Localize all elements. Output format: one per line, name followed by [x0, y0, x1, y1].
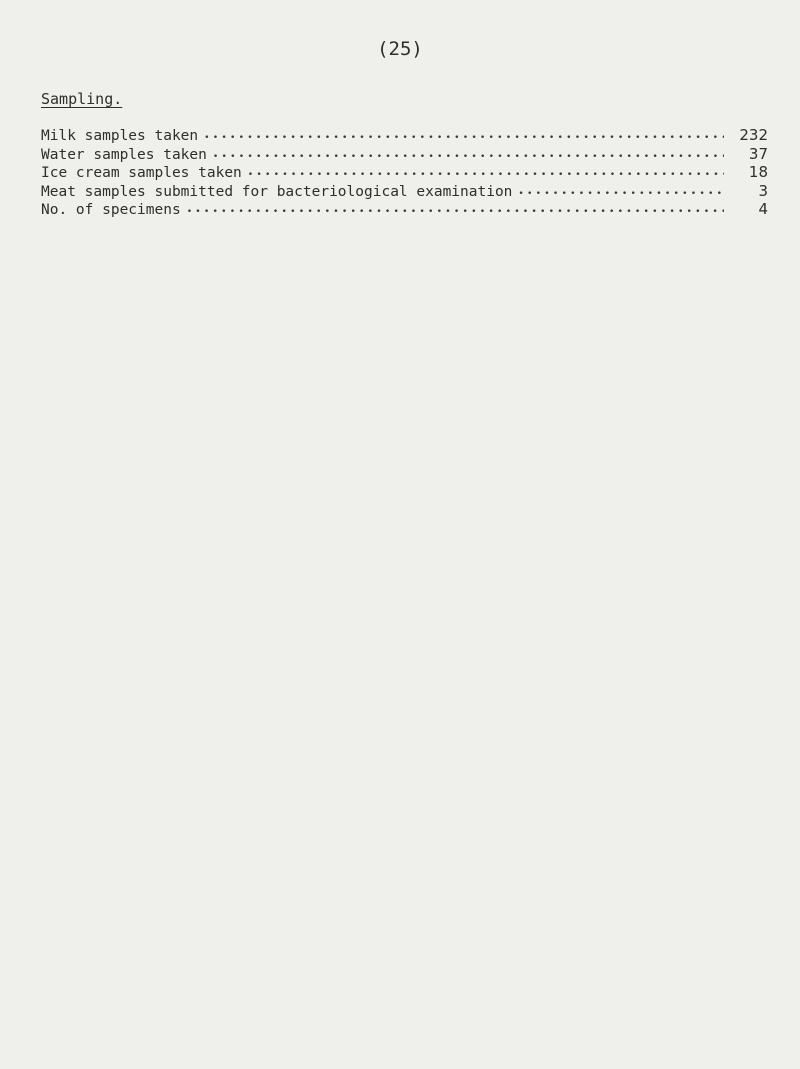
dot-leader — [518, 185, 724, 204]
item-value: 232 — [739, 126, 768, 144]
dot-leader — [204, 129, 724, 148]
item-label: Meat samples submitted for bacteriological examination — [41, 183, 513, 200]
item-label: Ice cream samples taken — [41, 165, 242, 181]
item-value: 37 — [748, 144, 768, 163]
dot-leader — [187, 203, 724, 222]
sampling-list — [41, 126, 768, 219]
item-label: Milk samples taken — [41, 128, 199, 144]
item-label: Water samples taken — [41, 146, 207, 163]
list-item — [41, 145, 768, 164]
section-heading: Sampling. — [41, 90, 123, 108]
dot-leader — [213, 148, 724, 167]
list-item — [41, 200, 768, 219]
item-value: 3 — [758, 181, 768, 200]
page-number: (25) — [377, 38, 423, 60]
list-item — [41, 182, 768, 201]
item-value: 4 — [758, 200, 768, 218]
list-item — [41, 126, 768, 145]
list-item — [41, 163, 768, 182]
item-label: No. of specimens — [41, 202, 181, 218]
item-value: 18 — [748, 163, 768, 181]
